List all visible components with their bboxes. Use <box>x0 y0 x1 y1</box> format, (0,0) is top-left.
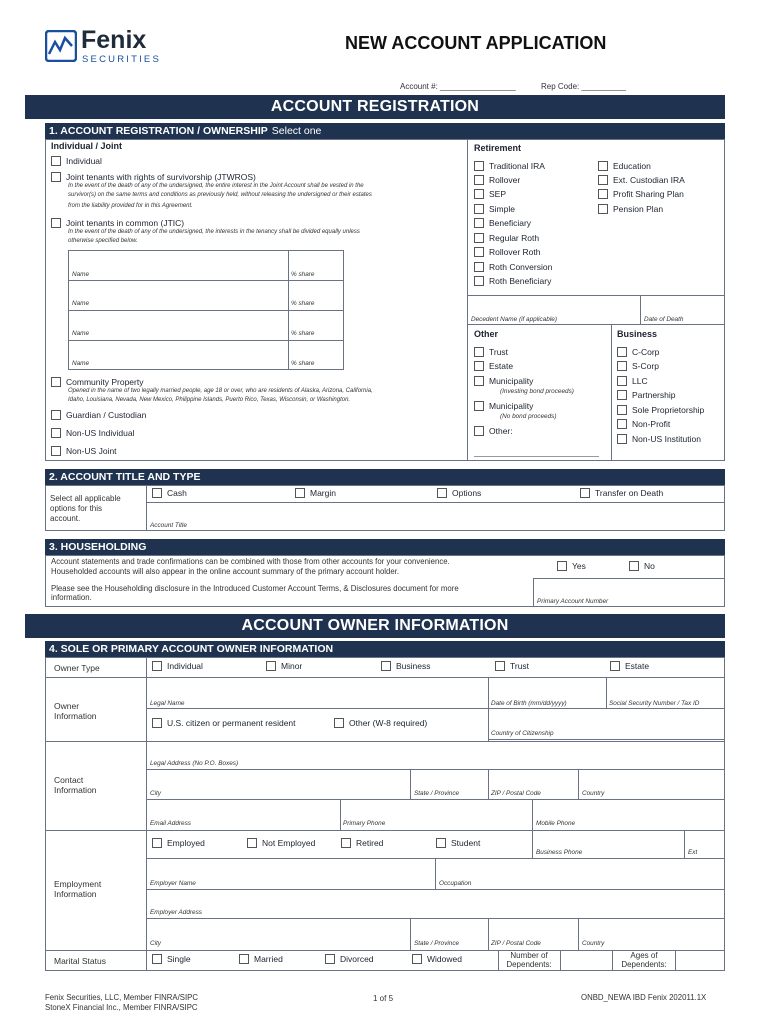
municipality-note: (No bond proceeds) <box>500 413 557 420</box>
legal-name-field[interactable]: Legal Name <box>150 700 185 707</box>
jtic-option[interactable] <box>51 218 184 228</box>
tenant-share-label: % share <box>291 300 315 307</box>
guardian-option[interactable] <box>51 410 146 420</box>
us-citizen-label: U.S. citizen or permanent resident <box>167 718 296 728</box>
employer-zip-field[interactable]: ZIP / Postal Code <box>491 940 541 947</box>
owner-type-value: Trust <box>510 661 530 671</box>
date-of-death-label: Date of Death <box>644 316 684 323</box>
business-label: C-Corp <box>632 347 660 357</box>
label-line: Dependents: <box>621 960 667 969</box>
individual-checkbox[interactable] <box>51 156 61 166</box>
business-option[interactable] <box>617 376 648 386</box>
zip-field[interactable]: ZIP / Postal Code <box>491 790 541 797</box>
primary-phone-field[interactable]: Primary Phone <box>343 820 386 827</box>
account-number-field[interactable]: Account #: _________________ <box>400 82 516 91</box>
jtwros-note-line: In the event of the death of any of the undersigned, the entire interest in the Joint Account shall be vested in the <box>68 183 364 189</box>
employment-option[interactable] <box>341 838 383 848</box>
checkbox[interactable] <box>152 838 162 848</box>
retirement-option[interactable] <box>598 175 685 185</box>
checkbox[interactable] <box>617 405 627 415</box>
marital-label: Married <box>254 954 283 964</box>
checkbox[interactable] <box>239 954 249 964</box>
options-label: Options <box>452 488 482 498</box>
margin-checkbox[interactable] <box>295 488 305 498</box>
retirement-label: Education <box>613 161 651 171</box>
retirement-option[interactable] <box>474 175 520 185</box>
date-of-birth-field[interactable]: Date of Birth (mm/dd/yyyy) <box>491 700 567 707</box>
employer-country-field[interactable]: Country <box>582 940 605 947</box>
label-line: Information <box>54 785 97 795</box>
owner-type-label: Owner Type <box>54 663 100 673</box>
marital-label: Widowed <box>427 954 462 964</box>
business-option[interactable] <box>617 361 659 371</box>
checkbox[interactable] <box>247 838 257 848</box>
jtic-label: Joint tenants in common (JTIC) <box>66 218 185 228</box>
tenant-name-label: Name <box>72 360 90 367</box>
checkbox[interactable] <box>617 419 627 429</box>
checkbox[interactable] <box>474 175 484 185</box>
business-heading: Business <box>617 329 658 339</box>
estate-checkbox[interactable] <box>474 361 484 371</box>
occupation-field[interactable]: Occupation <box>439 880 472 887</box>
employment-information-label <box>54 879 101 899</box>
jtwros-note <box>68 182 372 211</box>
retirement-label: Roth Beneficiary <box>489 276 552 286</box>
estate-option[interactable] <box>474 361 513 371</box>
non-us-joint-label: Non-US Joint <box>66 446 117 456</box>
section-3-header: 3. HOUSEHOLDING <box>45 539 725 555</box>
jtic-checkbox[interactable] <box>51 218 61 228</box>
checkbox[interactable] <box>598 204 608 214</box>
marital-status-label: Marital Status <box>54 956 106 966</box>
city-field[interactable]: City <box>150 790 162 797</box>
page-title: NEW ACCOUNT APPLICATION <box>345 33 607 53</box>
guardian-label: Guardian / Custodian <box>66 410 147 420</box>
business-label: S-Corp <box>632 361 659 371</box>
householding-no-option[interactable] <box>629 561 655 571</box>
other-label: Other: <box>489 426 513 436</box>
primary-account-number-field[interactable]: Primary Account Number <box>537 598 609 605</box>
checkbox[interactable] <box>474 189 484 199</box>
retirement-label: Profit Sharing Plan <box>613 189 684 199</box>
municipality-note: (Investing bond proceeds) <box>500 388 574 395</box>
retirement-label: Simple <box>489 204 515 214</box>
decedent-name-label: Decedent Name (if applicable) <box>471 316 557 323</box>
cash-option[interactable] <box>152 488 187 498</box>
employment-label: Retired <box>356 838 384 848</box>
section-1-header <box>45 123 725 139</box>
checkbox[interactable] <box>610 661 620 671</box>
owner-type-value: Individual <box>167 661 203 671</box>
estate-label: Estate <box>489 361 514 371</box>
transfer-on-death-option[interactable] <box>580 488 663 498</box>
footer-firms <box>45 993 198 1013</box>
employment-option[interactable] <box>436 838 480 848</box>
label-line: Dependents: <box>506 960 552 969</box>
label-line: Information <box>54 889 97 899</box>
community-property-label: Community Property <box>66 377 144 387</box>
checkbox[interactable] <box>266 661 276 671</box>
non-us-individual-option[interactable] <box>51 428 135 438</box>
business-label: LLC <box>632 376 648 386</box>
community-note-line: Idaho, Louisiana, Nevada, New Mexico, Philippine Islands, Puerto Rico, Texas, Wisconsin, or Washington. <box>68 396 351 403</box>
marital-label: Divorced <box>340 954 374 964</box>
checkbox[interactable] <box>474 233 484 243</box>
email-field[interactable]: Email Address <box>150 820 191 827</box>
options-option[interactable] <box>437 488 481 498</box>
account-title-field[interactable]: Account Title <box>150 522 187 529</box>
householding-line: Please see the Householding disclosure in the Introduced Customer Account Terms, & Disclosures document for more <box>51 584 459 593</box>
business-option[interactable] <box>617 434 701 444</box>
community-property-option[interactable] <box>51 377 143 387</box>
account-owner-banner: ACCOUNT OWNER INFORMATION <box>25 614 725 638</box>
checkbox[interactable] <box>341 838 351 848</box>
jtwros-label: Joint tenants with rights of survivorship (JTWROS) <box>66 172 256 182</box>
transfer-on-death-label: Transfer on Death <box>595 488 664 498</box>
checkbox[interactable] <box>152 661 162 671</box>
business-option[interactable] <box>617 405 704 415</box>
guardian-checkbox[interactable] <box>51 410 61 420</box>
instruction-line: Select all applicable <box>50 494 121 503</box>
marital-option[interactable] <box>325 954 374 964</box>
jtwros-checkbox[interactable] <box>51 172 61 182</box>
business-option[interactable] <box>617 390 675 400</box>
tenant-name-label: Name <box>72 300 90 307</box>
checkbox[interactable] <box>436 838 446 848</box>
employment-option[interactable] <box>152 838 205 848</box>
business-option[interactable] <box>617 419 670 429</box>
retirement-option[interactable] <box>474 247 541 257</box>
householding-line: Account statements and trade confirmations can be combined with those from other accounts for your convenience. <box>51 557 450 566</box>
retirement-option[interactable] <box>598 161 651 171</box>
jtic-note-line: otherwise specified below. <box>68 237 138 244</box>
owner-type-option[interactable] <box>495 661 529 671</box>
section-1-title: 1. ACCOUNT REGISTRATION / OWNERSHIP <box>49 125 268 137</box>
marital-option[interactable] <box>239 954 283 964</box>
section-2-header: 2. ACCOUNT TITLE AND TYPE <box>45 469 725 485</box>
other-checkbox[interactable] <box>474 426 484 436</box>
checkbox[interactable] <box>598 175 608 185</box>
non-us-individual-checkbox[interactable] <box>51 428 61 438</box>
retirement-label: Roth Conversion <box>489 262 553 272</box>
account-registration-banner: ACCOUNT REGISTRATION <box>25 95 725 119</box>
householding-disclosure <box>51 584 459 602</box>
owner-information-label <box>54 701 97 721</box>
non-us-joint-checkbox[interactable] <box>51 446 61 456</box>
municipality-label: Municipality <box>489 376 534 386</box>
individual-label: Individual <box>66 156 102 166</box>
employment-label: Not Employed <box>262 838 316 848</box>
householding-line: information. <box>51 593 92 602</box>
label-line: Information <box>54 711 97 721</box>
checkbox[interactable] <box>617 434 627 444</box>
form-code: ONBD_NEWA IBD Fenix 202011.1X <box>581 993 707 1002</box>
contact-information-label <box>54 775 97 795</box>
tenant-share-label: % share <box>291 360 315 367</box>
tenant-name-label: Name <box>72 271 90 278</box>
footer-line: StoneX Financial Inc., Member FINRA/SIPC <box>45 1003 198 1012</box>
retirement-label: Traditional IRA <box>489 161 545 171</box>
label-line: Ages of <box>630 951 658 960</box>
retirement-option[interactable] <box>474 189 506 199</box>
employer-city-field[interactable]: City <box>150 940 162 947</box>
employment-option[interactable] <box>247 838 315 848</box>
retirement-label: Ext. Custodian IRA <box>613 175 685 185</box>
other-option[interactable] <box>474 426 513 436</box>
non-us-joint-option[interactable] <box>51 446 117 456</box>
business-phone-field[interactable]: Business Phone <box>536 849 583 856</box>
tenant-share-label: % share <box>291 330 315 337</box>
business-label: Non-US Institution <box>632 434 701 444</box>
instruction-line: options for this <box>50 504 103 513</box>
cash-checkbox[interactable] <box>152 488 162 498</box>
checkbox[interactable] <box>474 247 484 257</box>
jtwros-note-line: survivor(s) on the same terms and conditions as previously held, without releasing the undersigned or their estates <box>68 191 372 198</box>
checkbox[interactable] <box>495 661 505 671</box>
other-w8-option[interactable] <box>334 718 427 728</box>
us-citizen-checkbox[interactable] <box>152 718 162 728</box>
checkbox[interactable] <box>381 661 391 671</box>
other-w8-label: Other (W-8 required) <box>349 718 428 728</box>
community-note <box>68 387 373 404</box>
cash-label: Cash <box>167 488 187 498</box>
retirement-label: Pension Plan <box>613 204 664 214</box>
individual-joint-heading: Individual / Joint <box>51 141 123 151</box>
employer-address-field[interactable]: Employer Address <box>150 909 202 916</box>
checkbox[interactable] <box>474 276 484 286</box>
community-note-line: Opened in the name of two legally married people, age 18 or over, who are residents of Alaska, Arizona, California, <box>68 388 373 394</box>
checkbox[interactable] <box>474 262 484 272</box>
retirement-option[interactable] <box>598 204 663 214</box>
legal-address-field[interactable]: Legal Address (No P.O. Boxes) <box>150 760 239 767</box>
employer-name-field[interactable]: Employer Name <box>150 880 196 887</box>
tenant-share-label: % share <box>291 271 315 278</box>
checkbox[interactable] <box>474 161 484 171</box>
retirement-label: Rollover Roth <box>489 247 541 257</box>
fenix-logo <box>45 28 175 68</box>
retirement-option[interactable] <box>474 218 531 228</box>
trust-label: Trust <box>489 347 509 357</box>
extension-field[interactable]: Ext <box>688 849 698 856</box>
retirement-label: Regular Roth <box>489 233 540 243</box>
retirement-option[interactable] <box>598 189 684 199</box>
jtwros-note-line: from the liability provided for in this Agreement. <box>68 203 193 209</box>
marital-option[interactable] <box>412 954 462 964</box>
retirement-option[interactable] <box>474 262 552 272</box>
jtwros-option[interactable] <box>51 172 256 182</box>
instruction-line: account. <box>50 514 81 523</box>
trust-checkbox[interactable] <box>474 347 484 357</box>
logo-name: Fenix <box>81 26 147 54</box>
employer-state-field[interactable]: State / Province <box>414 940 460 947</box>
owner-type-option[interactable] <box>152 661 203 671</box>
checkbox[interactable] <box>325 954 335 964</box>
checkbox[interactable] <box>617 390 627 400</box>
checkbox[interactable] <box>617 361 627 371</box>
options-checkbox[interactable] <box>437 488 447 498</box>
checkbox[interactable] <box>617 347 627 357</box>
label-line: Contact <box>54 775 84 785</box>
yes-label: Yes <box>572 561 586 571</box>
checkbox[interactable] <box>617 376 627 386</box>
business-label: Non-Profit <box>632 419 671 429</box>
rep-code-field[interactable]: Rep Code: __________ <box>541 82 626 91</box>
country-of-citizenship-field[interactable]: Country of Citizenship <box>491 730 554 737</box>
label-line: Owner <box>54 701 80 711</box>
municipality-nobond-option[interactable] <box>474 401 533 411</box>
checkbox[interactable] <box>412 954 422 964</box>
us-citizen-option[interactable] <box>152 718 296 728</box>
municipality-checkbox[interactable] <box>474 401 484 411</box>
label-line: Number of <box>510 951 548 960</box>
non-us-individual-label: Non-US Individual <box>66 428 135 438</box>
other-w8-checkbox[interactable] <box>334 718 344 728</box>
fenix-chart-logo-icon <box>45 30 77 62</box>
margin-label: Margin <box>310 488 336 498</box>
jtic-note <box>68 228 360 245</box>
tenant-name-label: Name <box>72 330 90 337</box>
country-field[interactable]: Country <box>582 790 605 797</box>
owner-type-option[interactable] <box>610 661 649 671</box>
checkbox[interactable] <box>598 189 608 199</box>
householding-text <box>51 557 450 577</box>
no-label: No <box>644 561 655 571</box>
employment-label: Student <box>451 838 481 848</box>
trust-option[interactable] <box>474 347 508 357</box>
owner-type-value: Estate <box>625 661 650 671</box>
marital-label: Single <box>167 954 191 964</box>
retirement-heading: Retirement <box>474 143 522 153</box>
label-line: Employment <box>54 879 102 889</box>
ssn-field[interactable]: Social Security Number / Tax ID <box>609 700 700 707</box>
municipality-checkbox[interactable] <box>474 376 484 386</box>
owner-type-option[interactable] <box>266 661 302 671</box>
logo-tagline: SECURITIES <box>82 54 162 65</box>
marital-option[interactable] <box>152 954 191 964</box>
no-checkbox[interactable] <box>629 561 639 571</box>
mobile-phone-field[interactable]: Mobile Phone <box>536 820 576 827</box>
select-one-label: Select one <box>271 125 322 137</box>
municipality-label: Municipality <box>489 401 534 411</box>
retirement-label: Beneficiary <box>489 218 532 228</box>
community-property-checkbox[interactable] <box>51 377 61 387</box>
owner-type-option[interactable] <box>381 661 431 671</box>
page-number: 1 of 5 <box>373 994 394 1003</box>
householding-line: Householded accounts will also appear in the online account summary of the primary account holder. <box>51 567 400 576</box>
footer-line: Fenix Securities, LLC, Member FINRA/SIPC <box>45 993 198 1002</box>
business-label: Sole Proprietorship <box>632 405 705 415</box>
municipality-invest-option[interactable] <box>474 376 533 386</box>
retirement-option[interactable] <box>474 161 545 171</box>
owner-type-value: Minor <box>281 661 303 671</box>
business-label: Partnership <box>632 390 676 400</box>
checkbox[interactable] <box>598 161 608 171</box>
yes-checkbox[interactable] <box>557 561 567 571</box>
individual-option[interactable] <box>51 156 102 166</box>
other-heading: Other <box>474 329 499 339</box>
checkbox[interactable] <box>152 954 162 964</box>
retirement-label: Rollover <box>489 175 521 185</box>
state-field[interactable]: State / Province <box>414 790 460 797</box>
checkbox[interactable] <box>474 204 484 214</box>
retirement-option[interactable] <box>474 276 551 286</box>
ages-of-dependents-label <box>613 951 675 969</box>
retirement-option[interactable] <box>474 204 515 214</box>
transfer-on-death-checkbox[interactable] <box>580 488 590 498</box>
margin-option[interactable] <box>295 488 336 498</box>
householding-yes-option[interactable] <box>557 561 586 571</box>
section-2-instructions <box>50 494 121 524</box>
business-option[interactable] <box>617 347 659 357</box>
owner-type-value: Business <box>396 661 431 671</box>
retirement-option[interactable] <box>474 233 539 243</box>
section-4-header: 4. SOLE OR PRIMARY ACCOUNT OWNER INFORMATION <box>45 641 725 657</box>
jtic-note-line: In the event of the death of any of the undersigned, the interests in the tenancy shall be divided equally unless <box>68 229 360 235</box>
number-of-dependents-label <box>499 951 559 969</box>
checkbox[interactable] <box>474 218 484 228</box>
retirement-label: SEP <box>489 189 507 199</box>
employment-label: Employed <box>167 838 205 848</box>
